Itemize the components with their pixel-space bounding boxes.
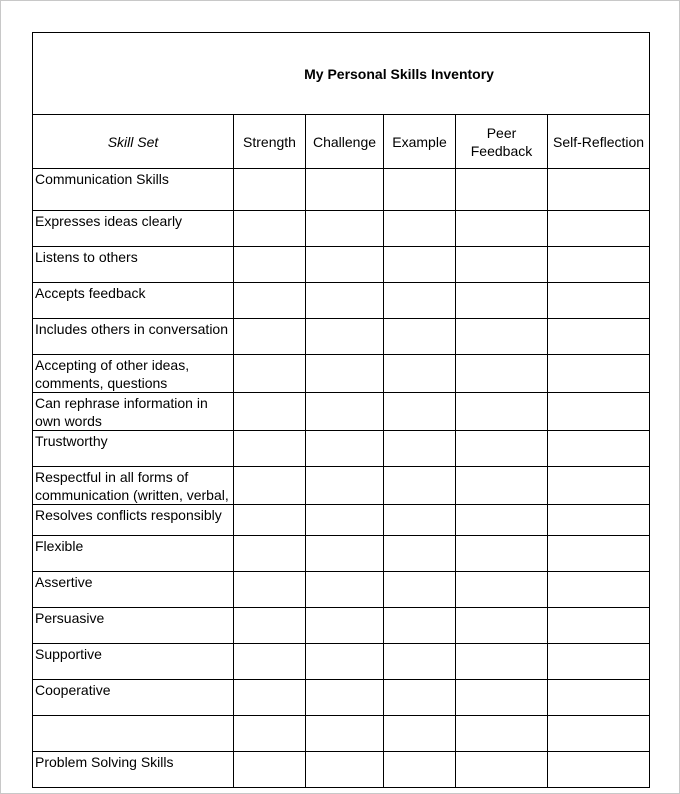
example-cell[interactable] (384, 572, 456, 608)
skill-label-cell (33, 247, 234, 283)
skill-label-cell (33, 169, 234, 211)
skill-label: Communication Skills (35, 171, 169, 187)
challenge-cell[interactable] (306, 644, 384, 680)
peer-feedback-cell[interactable] (456, 505, 548, 536)
skill-label: Accepts feedback (35, 285, 146, 301)
title-cell (33, 33, 650, 115)
table-row (33, 608, 650, 644)
skill-label: Cooperative (35, 682, 111, 698)
column-header-peer-feedback (456, 115, 548, 169)
challenge-cell[interactable] (306, 355, 384, 393)
challenge-cell[interactable] (306, 505, 384, 536)
peer-feedback-cell[interactable] (456, 431, 548, 467)
skill-label-cell (33, 608, 234, 644)
peer-feedback-cell[interactable] (456, 716, 548, 752)
self-reflection-cell[interactable] (548, 431, 650, 467)
challenge-cell[interactable] (306, 393, 384, 431)
skills-rows (33, 169, 650, 788)
strength-cell[interactable] (234, 431, 306, 467)
self-reflection-cell[interactable] (548, 716, 650, 752)
example-cell[interactable] (384, 169, 456, 211)
self-reflection-cell[interactable] (548, 608, 650, 644)
strength-cell[interactable] (234, 608, 306, 644)
column-header-challenge: Challenge (306, 115, 384, 169)
challenge-cell[interactable] (306, 752, 384, 788)
strength-cell[interactable] (234, 283, 306, 319)
peer-feedback-cell[interactable] (456, 608, 548, 644)
table-row (33, 169, 650, 211)
header-row (33, 115, 650, 169)
example-cell[interactable] (384, 283, 456, 319)
challenge-cell[interactable] (306, 319, 384, 355)
table-row (33, 752, 650, 788)
challenge-cell[interactable] (306, 536, 384, 572)
skill-label-cell (33, 505, 234, 536)
table-row (33, 536, 650, 572)
skill-label: Resolves conflicts responsibly (35, 507, 222, 523)
column-header-strength: Strength (234, 115, 306, 169)
skill-label-cell (33, 644, 234, 680)
example-cell[interactable] (384, 505, 456, 536)
example-cell[interactable] (384, 680, 456, 716)
strength-cell[interactable] (234, 572, 306, 608)
self-reflection-cell[interactable] (548, 247, 650, 283)
strength-cell[interactable] (234, 169, 306, 211)
peer-feedback-cell[interactable] (456, 211, 548, 247)
self-reflection-cell[interactable] (548, 319, 650, 355)
example-cell[interactable] (384, 752, 456, 788)
example-cell[interactable] (384, 536, 456, 572)
skill-label-cell (33, 355, 234, 393)
strength-cell[interactable] (234, 505, 306, 536)
challenge-cell[interactable] (306, 169, 384, 211)
skill-label: Respectful in all forms of communication (written, verbal, (35, 469, 229, 503)
peer-feedback-cell[interactable] (456, 752, 548, 788)
challenge-cell[interactable] (306, 211, 384, 247)
peer-feedback-label: Peer Feedback (470, 124, 533, 159)
challenge-cell[interactable] (306, 283, 384, 319)
peer-feedback-cell[interactable] (456, 169, 548, 211)
self-reflection-cell[interactable] (548, 752, 650, 788)
table-row (33, 355, 650, 393)
column-header-skill-set: Skill Set (33, 115, 234, 169)
skill-label-cell (33, 680, 234, 716)
example-cell[interactable] (384, 644, 456, 680)
strength-cell[interactable] (234, 536, 306, 572)
page-title: My Personal Skills Inventory (304, 65, 494, 82)
table-row (33, 716, 650, 752)
skill-label: Supportive (35, 646, 102, 662)
strength-cell[interactable] (234, 467, 306, 505)
strength-cell[interactable] (234, 644, 306, 680)
peer-feedback-cell[interactable] (456, 283, 548, 319)
table-row (33, 431, 650, 467)
skill-label-cell (33, 752, 234, 788)
example-cell[interactable] (384, 608, 456, 644)
challenge-cell[interactable] (306, 572, 384, 608)
skill-label: Problem Solving Skills (35, 754, 174, 770)
self-reflection-cell[interactable] (548, 211, 650, 247)
self-reflection-cell[interactable] (548, 505, 650, 536)
example-cell[interactable] (384, 393, 456, 431)
challenge-cell[interactable] (306, 431, 384, 467)
skill-label-cell (33, 716, 234, 752)
example-cell[interactable] (384, 431, 456, 467)
example-cell[interactable] (384, 319, 456, 355)
self-reflection-cell[interactable] (548, 572, 650, 608)
example-cell[interactable] (384, 247, 456, 283)
strength-cell[interactable] (234, 355, 306, 393)
skill-label: Assertive (35, 574, 93, 590)
example-cell[interactable] (384, 716, 456, 752)
table-row (33, 572, 650, 608)
table-row (33, 393, 650, 431)
example-cell[interactable] (384, 211, 456, 247)
challenge-cell[interactable] (306, 608, 384, 644)
skill-label: Accepting of other ideas, comments, questions (35, 357, 190, 391)
table-row (33, 467, 650, 505)
self-reflection-cell[interactable] (548, 355, 650, 393)
skill-label-cell (33, 572, 234, 608)
self-reflection-cell[interactable] (548, 169, 650, 211)
skill-label-cell (33, 283, 234, 319)
peer-feedback-cell[interactable] (456, 467, 548, 505)
peer-feedback-cell[interactable] (456, 247, 548, 283)
challenge-cell[interactable] (306, 247, 384, 283)
self-reflection-cell[interactable] (548, 680, 650, 716)
skill-label: Persuasive (35, 610, 105, 626)
self-reflection-cell[interactable] (548, 536, 650, 572)
strength-cell[interactable] (234, 680, 306, 716)
self-reflection-cell[interactable] (548, 283, 650, 319)
skill-label: Can rephrase information in own words (35, 395, 208, 429)
peer-feedback-cell[interactable] (456, 355, 548, 393)
peer-feedback-cell[interactable] (456, 536, 548, 572)
skill-label: Listens to others (35, 249, 138, 265)
challenge-cell[interactable] (306, 716, 384, 752)
skill-label: Trustworthy (35, 433, 108, 449)
skill-label-cell (33, 211, 234, 247)
peer-feedback-cell[interactable] (456, 393, 548, 431)
strength-cell[interactable] (234, 247, 306, 283)
strength-cell[interactable] (234, 319, 306, 355)
skill-label-cell (33, 393, 234, 431)
skill-label-cell (33, 319, 234, 355)
strength-cell[interactable] (234, 211, 306, 247)
peer-feedback-cell[interactable] (456, 572, 548, 608)
table-row (33, 505, 650, 536)
strength-cell[interactable] (234, 752, 306, 788)
strength-cell[interactable] (234, 716, 306, 752)
self-reflection-cell[interactable] (548, 393, 650, 431)
table-row (33, 283, 650, 319)
peer-feedback-cell[interactable] (456, 319, 548, 355)
skill-label: Flexible (35, 538, 84, 554)
peer-feedback-cell[interactable] (456, 680, 548, 716)
skill-label-cell (33, 536, 234, 572)
table-row (33, 680, 650, 716)
strength-cell[interactable] (234, 393, 306, 431)
table-row (33, 319, 650, 355)
peer-feedback-cell[interactable] (456, 644, 548, 680)
skills-inventory-table (32, 32, 650, 788)
skill-label-cell (33, 431, 234, 467)
example-cell[interactable] (384, 355, 456, 393)
example-cell[interactable] (384, 467, 456, 505)
self-reflection-cell[interactable] (548, 644, 650, 680)
challenge-cell[interactable] (306, 467, 384, 505)
self-reflection-cell[interactable] (548, 467, 650, 505)
table-row (33, 211, 650, 247)
table-row (33, 247, 650, 283)
skill-label: Includes others in conversation (35, 321, 228, 337)
skill-label: Expresses ideas clearly (35, 213, 183, 229)
table-row (33, 644, 650, 680)
skill-label-cell (33, 467, 234, 505)
column-header-self-reflection: Self-Reflection (548, 115, 650, 169)
challenge-cell[interactable] (306, 680, 384, 716)
column-header-example: Example (384, 115, 456, 169)
